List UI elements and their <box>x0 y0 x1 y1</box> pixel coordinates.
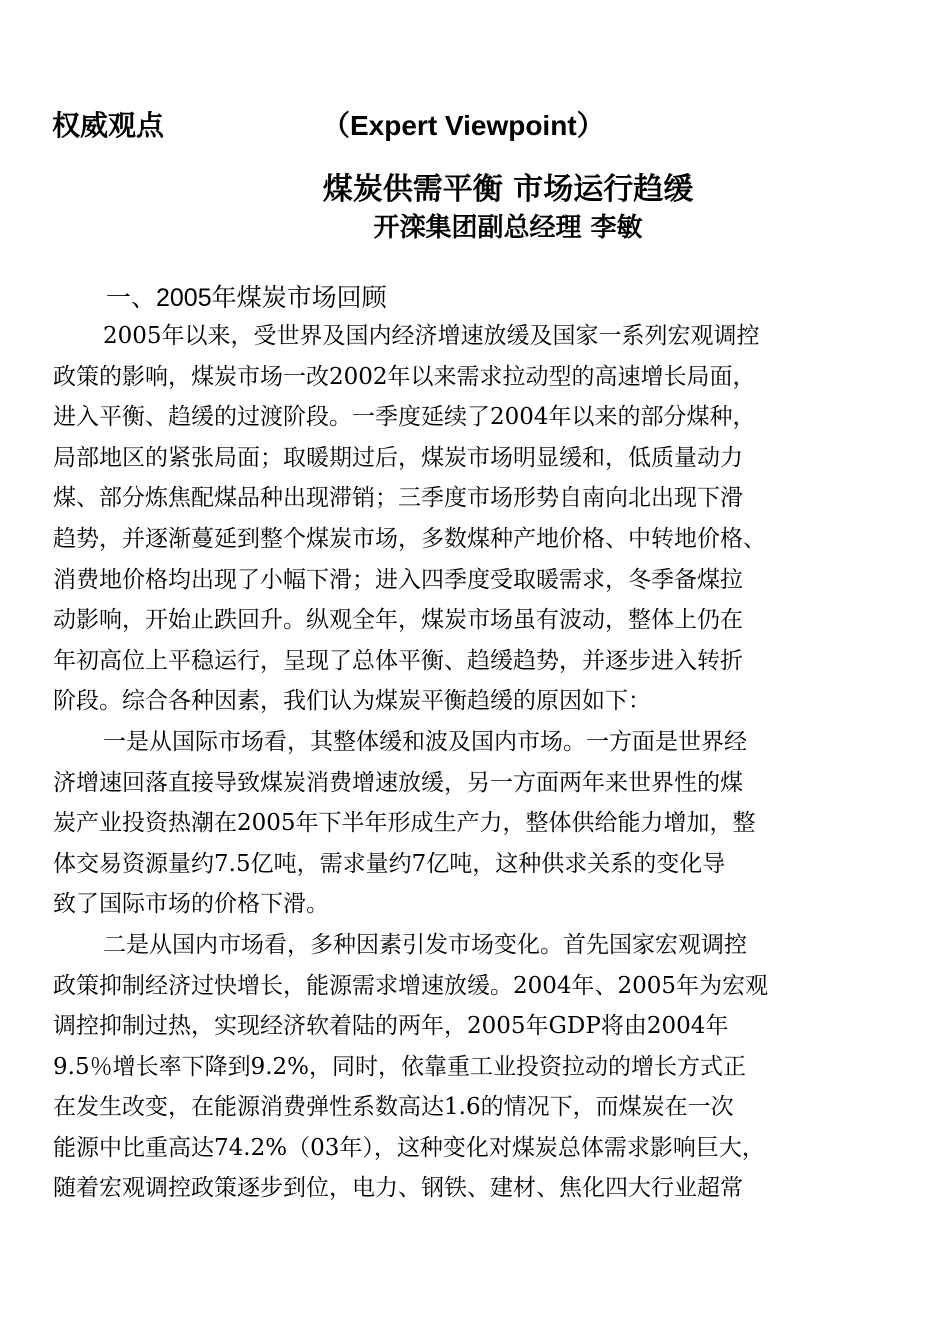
section-label: 权威观点 <box>52 110 165 141</box>
body-line: 能源中比重高达74.2%（03年），这种变化对煤炭总体需求影响巨大， <box>53 1134 765 1161</box>
body-line: 随着宏观调控政策逐步到位，电力、钢铁、建材、焦化四大行业超常 <box>53 1175 743 1202</box>
body-line: 济增速回落直接导致煤炭消费增速放缓，另一方面两年来世界性的煤 <box>53 769 743 796</box>
body-line: 煤、部分炼焦配煤品种出现滞销；三季度市场形势自南向北出现下滑 <box>53 485 743 512</box>
body-line: 趋势，并逐渐蔓延到整个煤炭市场，多数煤种产地价格、中转地价格、 <box>53 525 766 552</box>
body-line: 体交易资源量约7.5亿吨，需求量约7亿吨，这种供求关系的变化导 <box>53 850 726 877</box>
body-line: 政策抑制经济过快增长，能源需求增速放缓。2004年、2005年为宏观 <box>53 972 769 999</box>
article-body <box>53 316 913 1209</box>
body-line: 致了国际市场的价格下滑。 <box>53 891 329 918</box>
article-byline: 开滦集团副总经理 李敏 <box>373 213 643 243</box>
body-line: 局部地区的紧张局面；取暖期过后，煤炭市场明显缓和，低质量动力 <box>53 444 743 471</box>
section-label-english: （Expert Viewpoint） <box>322 110 605 141</box>
body-line: 在发生改变，在能源消费弹性系数高达1.6的情况下，而煤炭在一次 <box>53 1094 734 1121</box>
section-heading: 一、2005年煤炭市场回顾 <box>106 284 387 312</box>
body-line: 二是从国内市场看，多种因素引发市场变化。首先国家宏观调控 <box>103 931 747 958</box>
body-line: 9.5％增长率下降到9.2%，同时，依靠重工业投资拉动的增长方式正 <box>53 1053 747 1080</box>
body-line: 炭产业投资热潮在2005年下半年形成生产力，整体供给能力增加，整 <box>53 810 756 837</box>
body-line: 进入平衡、趋缓的过渡阶段。一季度延续了2004年以来的部分煤种， <box>53 404 756 431</box>
body-line: 政策的影响，煤炭市场一改2002年以来需求拉动型的高速增长局面， <box>53 363 756 390</box>
body-line: 调控抑制过热，实现经济软着陆的两年，2005年GDP将由2004年 <box>53 1013 729 1040</box>
body-line: 一是从国际市场看，其整体缓和波及国内市场。一方面是世界经 <box>103 728 747 755</box>
article-title: 煤炭供需平衡 市场运行趋缓 <box>322 172 694 207</box>
body-line: 2005年以来，受世界及国内经济增速放缓及国家一系列宏观调控 <box>103 323 760 349</box>
body-line: 动影响，开始止跌回升。纵观全年，煤炭市场虽有波动，整体上仍在 <box>53 607 743 634</box>
body-line: 年初高位上平稳运行，呈现了总体平衡、趋缓趋势，并逐步进入转折 <box>53 647 743 674</box>
body-line: 阶段。综合各种因素，我们认为煤炭平衡趋缓的原因如下： <box>53 688 651 715</box>
body-line: 消费地价格均出现了小幅下滑；进入四季度受取暖需求，冬季备煤拉 <box>53 566 743 593</box>
